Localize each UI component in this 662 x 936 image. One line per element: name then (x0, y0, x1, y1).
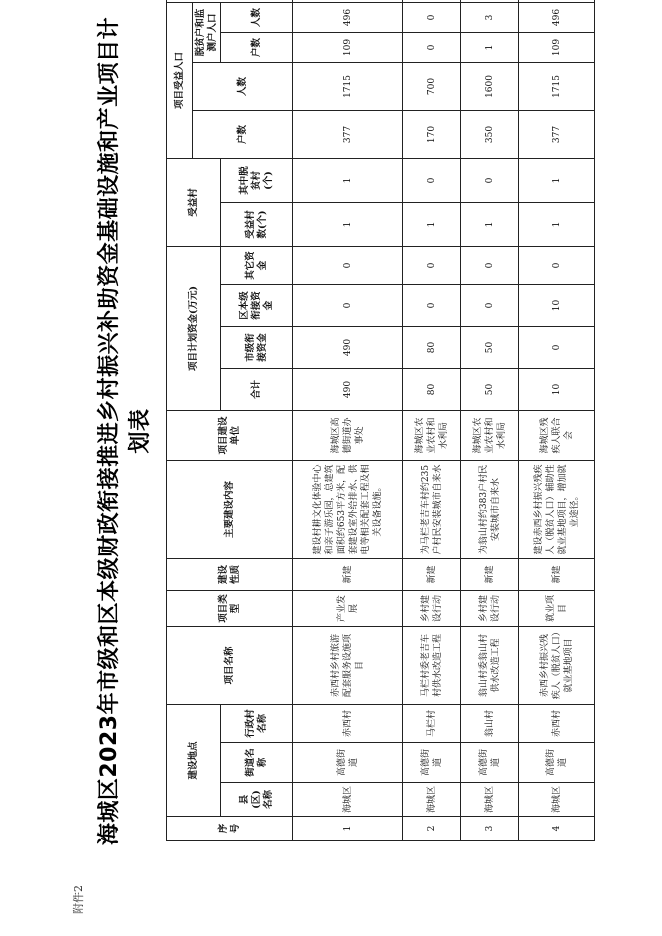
header-village-count: 受益村数(个) (221, 202, 293, 246)
cell-pg-households: 0 (403, 32, 461, 62)
cell-households: 350 (461, 110, 519, 158)
header-other-fund: 其它资金 (221, 246, 293, 284)
header-pg-persons: 人数 (221, 2, 293, 32)
header-funds: 项目计划资金(万元) (167, 246, 221, 410)
cell-pg-persons: 496 (519, 2, 595, 32)
cell-seq: 1 (293, 817, 403, 841)
cell-remarks (293, 0, 403, 2)
attachment-label: 附件2 (72, 885, 85, 914)
header-city-fund: 市级衔接资金 (221, 326, 293, 368)
cell-total: 490 (293, 368, 403, 410)
header-unit: 项目建设单位 (167, 410, 293, 460)
cell-county: 海城区 (519, 783, 595, 817)
cell-project-name: 赤西乡村振兴残疾人（脱贫人口）就业基地项目 (519, 626, 595, 704)
cell-district-fund: 0 (403, 284, 461, 326)
header-poor-village-count: 其中脱贫村(个) (221, 158, 293, 202)
cell-seq: 3 (461, 817, 519, 841)
header-pg-households: 户数 (221, 32, 293, 62)
cell-persons: 1715 (293, 62, 403, 110)
cell-village: 马栏村 (403, 704, 461, 742)
cell-village-count: 1 (519, 202, 595, 246)
cell-village-count: 1 (403, 202, 461, 246)
table-row (519, 0, 595, 841)
header-street: 街道名称 (221, 743, 293, 783)
cell-remarks (519, 0, 595, 2)
cell-content: 为翁山村约383户村民安装城市自来水 (461, 460, 519, 558)
cell-seq: 4 (519, 817, 595, 841)
cell-district-fund: 0 (461, 284, 519, 326)
cell-county: 海城区 (403, 783, 461, 817)
header-benefit-villages: 受益村 (167, 158, 221, 246)
cell-project-name: 翁山村委翁山村供水改造工程 (461, 626, 519, 704)
header-poverty-group: 脱贫户和监测户人口 (193, 2, 221, 62)
cell-persons: 1600 (461, 62, 519, 110)
cell-content: 为马栏老吉车村约235户村民安装城市自来水 (403, 460, 461, 558)
table-row (403, 0, 461, 841)
cell-poor-village-count: 0 (461, 158, 519, 202)
cell-remarks (403, 0, 461, 2)
cell-persons: 700 (403, 62, 461, 110)
cell-seq: 2 (403, 817, 461, 841)
cell-county: 海城区 (461, 783, 519, 817)
page-title: 海城区2023年市级和区本级财政衔接推进乡村振兴补助资金基础设施和产业项目计划表 (97, 16, 153, 846)
cell-unit: 海城区农业农村和水利局 (403, 410, 461, 460)
header-persons: 人数 (193, 62, 293, 110)
cell-households: 170 (403, 110, 461, 158)
cell-build-nature: 新建 (519, 558, 595, 590)
cell-city-fund: 0 (519, 326, 595, 368)
cell-other-fund: 0 (293, 246, 403, 284)
cell-city-fund: 80 (403, 326, 461, 368)
cell-build-nature: 新建 (293, 558, 403, 590)
cell-pg-households: 109 (293, 32, 403, 62)
cell-households: 377 (519, 110, 595, 158)
table-row (293, 0, 403, 841)
cell-village-count: 1 (461, 202, 519, 246)
cell-pg-persons: 3 (461, 2, 519, 32)
cell-total: 50 (461, 368, 519, 410)
header-project-type: 项目类型 (167, 590, 293, 626)
cell-project-type: 就业项目 (519, 590, 595, 626)
cell-unit: 海城区农业农村和水利局 (461, 410, 519, 460)
cell-total: 80 (403, 368, 461, 410)
cell-city-fund: 490 (293, 326, 403, 368)
cell-pg-households: 109 (519, 32, 595, 62)
cell-pg-persons: 0 (403, 2, 461, 32)
header-build-nature: 建设性质 (167, 558, 293, 590)
cell-other-fund: 0 (519, 246, 595, 284)
cell-content: 建设赤西乡村振兴残疾人（脱贫人口）辅助性就业基地项目，增加就业途径。 (519, 460, 595, 558)
cell-other-fund: 0 (403, 246, 461, 284)
cell-county: 海城区 (293, 783, 403, 817)
cell-village-count: 1 (293, 202, 403, 246)
header-total: 合计 (221, 368, 293, 410)
cell-poor-village-count: 0 (403, 158, 461, 202)
cell-village: 赤西村 (519, 704, 595, 742)
cell-build-nature: 新建 (403, 558, 461, 590)
cell-street: 高德街道 (293, 743, 403, 783)
header-content: 主要建设内容 (167, 460, 293, 558)
cell-households: 377 (293, 110, 403, 158)
header-location: 建设地点 (167, 704, 221, 816)
header-village: 行政村名称 (221, 704, 293, 742)
cell-total: 10 (519, 368, 595, 410)
cell-street: 高德街道 (403, 743, 461, 783)
header-seq: 序号 (167, 817, 293, 841)
header-households: 户数 (193, 110, 293, 158)
cell-street: 高德街道 (519, 743, 595, 783)
cell-build-nature: 新建 (461, 558, 519, 590)
cell-unit: 海城区残疾人联合会 (519, 410, 595, 460)
cell-city-fund: 50 (461, 326, 519, 368)
cell-project-name: 马栏村委老吉车村供水改造工程 (403, 626, 461, 704)
header-project-name: 项目名称 (167, 626, 293, 704)
cell-content: 建设村耕文化体验中心和亲子游乐园，总建筑面积约653平方米，配套建设室外给排水、供电等相关配套工程及相关设备设施。 (293, 460, 403, 558)
header-county: 县(区)名称 (221, 783, 293, 817)
cell-poor-village-count: 1 (293, 158, 403, 202)
header-beneficiaries: 项目受益人口 (167, 2, 193, 158)
cell-persons: 1715 (519, 62, 595, 110)
cell-village: 翁山村 (461, 704, 519, 742)
table-row (461, 0, 519, 841)
cell-village: 赤西村 (293, 704, 403, 742)
cell-unit: 海城区高德街道办事处 (293, 410, 403, 460)
cell-project-type: 乡村建设行动 (403, 590, 461, 626)
cell-street: 高德街道 (461, 743, 519, 783)
header-district-fund: 区本级衔接资金 (221, 284, 293, 326)
cell-district-fund: 10 (519, 284, 595, 326)
cell-pg-households: 1 (461, 32, 519, 62)
cell-remarks (461, 0, 519, 2)
cell-pg-persons: 496 (293, 2, 403, 32)
cell-district-fund: 0 (293, 284, 403, 326)
project-table (166, 0, 595, 841)
cell-project-type: 乡村建设行动 (461, 590, 519, 626)
cell-project-type: 产业发展 (293, 590, 403, 626)
cell-poor-village-count: 1 (519, 158, 595, 202)
cell-project-name: 赤西村乡村旅游配套服务设施项目 (293, 626, 403, 704)
cell-other-fund: 0 (461, 246, 519, 284)
